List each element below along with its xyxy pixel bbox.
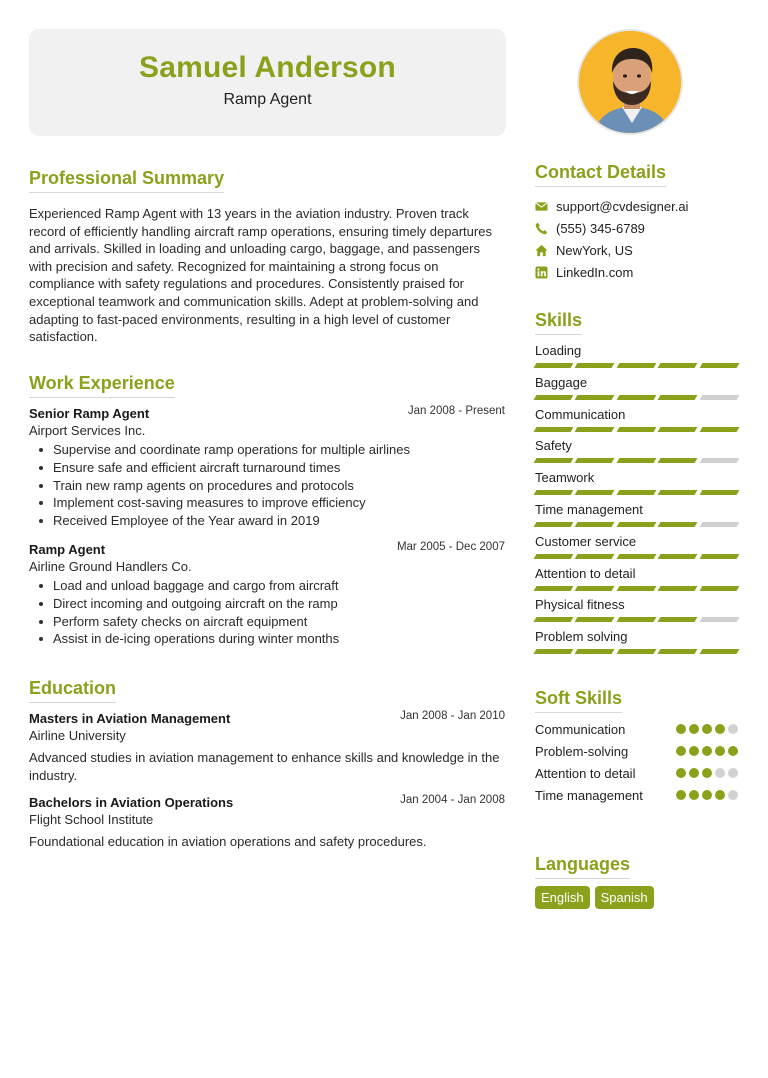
- education-entry: [29, 794, 505, 851]
- skill-level-segment: [575, 395, 615, 400]
- rating-dot: [676, 790, 686, 800]
- skill-level-segment: [699, 395, 739, 400]
- skill-level-segment: [575, 554, 615, 559]
- skill-level-segment: [658, 554, 698, 559]
- skill-level-segment: [575, 522, 615, 527]
- skill-label: Communication: [535, 406, 626, 422]
- list-item: Direct incoming and outgoing aircraft on the ramp: [29, 595, 505, 613]
- language-badge: English: [535, 886, 590, 909]
- skill-level-segment: [699, 554, 739, 559]
- skill-item: [535, 470, 738, 495]
- job-entry: [29, 541, 505, 648]
- candidate-name: Samuel Anderson: [139, 51, 396, 84]
- skill-item: [535, 597, 738, 622]
- skill-label: Customer service: [535, 533, 637, 549]
- experience-heading: Work Experience: [29, 373, 175, 398]
- soft-skill-label: Time management: [535, 788, 643, 803]
- education-school: Flight School Institute: [29, 812, 154, 827]
- skill-level-segment: [616, 363, 656, 368]
- list-item: Assist in de-icing operations during winter months: [29, 630, 505, 648]
- avatar: [577, 29, 683, 135]
- skill-level-segment: [616, 617, 656, 622]
- job-title: Ramp Agent: [223, 91, 312, 108]
- profile-photo: [579, 31, 683, 135]
- skill-level-segment: [616, 490, 656, 495]
- job-entry-bullets: [29, 441, 505, 530]
- header-card: [29, 29, 506, 136]
- skill-level-segment: [699, 490, 739, 495]
- soft-skill-rating: [676, 768, 738, 778]
- rating-dot: [715, 790, 725, 800]
- skill-level-segment: [534, 458, 574, 463]
- skill-level-segment: [534, 554, 574, 559]
- education-entry: [29, 710, 505, 784]
- skill-label: Attention to detail: [535, 565, 636, 581]
- skill-item: [535, 502, 738, 527]
- skill-level-bar: [535, 490, 738, 495]
- rating-dot: [715, 724, 725, 734]
- skill-level-bar: [535, 649, 738, 654]
- list-item: Train new ramp agents on procedures and protocols: [29, 477, 505, 495]
- contact-location-text: NewYork, US: [556, 243, 633, 258]
- skill-level-segment: [658, 363, 698, 368]
- rating-dot: [728, 746, 738, 756]
- education-dates: Jan 2004 - Jan 2008: [400, 794, 505, 806]
- skill-label: Teamwork: [535, 470, 595, 486]
- envelope-icon: [535, 200, 548, 213]
- rating-dot: [702, 724, 712, 734]
- skill-level-segment: [534, 649, 574, 654]
- skill-level-segment: [699, 522, 739, 527]
- skill-level-segment: [616, 649, 656, 654]
- skill-label: Loading: [535, 343, 582, 358]
- education-school: Airline University: [29, 728, 126, 743]
- skill-level-bar: [535, 617, 738, 622]
- soft-skill-item: [535, 743, 738, 765]
- skill-level-segment: [575, 586, 615, 591]
- list-item: Received Employee of the Year award in 2019: [29, 512, 505, 530]
- skill-level-segment: [534, 490, 574, 495]
- job-entry-dates: Mar 2005 - Dec 2007: [396, 541, 505, 553]
- soft-skills-heading: Soft Skills: [535, 688, 622, 713]
- job-entry-company: Airline Ground Handlers Co.: [29, 559, 192, 574]
- linkedin-icon: [535, 266, 548, 279]
- rating-dot: [702, 768, 712, 778]
- skill-level-segment: [658, 490, 698, 495]
- skill-level-segment: [616, 586, 656, 591]
- soft-skill-rating: [676, 790, 738, 800]
- soft-skill-item: [535, 721, 738, 743]
- skill-level-segment: [699, 458, 739, 463]
- skill-item: [535, 566, 738, 591]
- languages-heading: Languages: [535, 854, 630, 879]
- skill-level-segment: [534, 363, 574, 368]
- phone-icon: [535, 222, 548, 235]
- rating-dot: [676, 724, 686, 734]
- skill-level-segment: [658, 617, 698, 622]
- job-entry-dates: Jan 2008 - Present: [407, 405, 505, 417]
- skill-item: [535, 343, 738, 368]
- rating-dot: [728, 724, 738, 734]
- soft-skill-rating: [676, 724, 738, 734]
- education-heading: Education: [29, 678, 116, 703]
- summary-heading: Professional Summary: [29, 168, 224, 193]
- skill-level-segment: [616, 554, 656, 559]
- job-entry-title: Senior Ramp Agent: [29, 406, 150, 421]
- summary-text: Experienced Ramp Agent with 13 years in the aviation industry. Proven track record of efficiently handling aircraft ramp operations, ensuring timely departures and arrivals. Skilled in loading and unloading cargo, baggage, and passengers with precision and safety. Recognized for maintaining a strong focus on compliance with safety regulations and procedures. Consistently praised for exceptional teamwork and communication skills. Adept at problem-solving and adapting to fast-paced environments, resulting in a high level of customer satisfaction.: [29, 206, 492, 345]
- job-entry-title: Ramp Agent: [29, 542, 106, 557]
- contact-email-text: support@cvdesigner.ai: [556, 199, 689, 214]
- contact-phone-text: (555) 345-6789: [556, 221, 645, 236]
- contact-email[interactable]: [535, 199, 735, 221]
- skill-level-segment: [534, 395, 574, 400]
- skill-label: Baggage: [535, 374, 588, 390]
- skill-level-segment: [658, 458, 698, 463]
- skill-level-bar: [535, 427, 738, 432]
- home-icon: [535, 244, 548, 257]
- rating-dot: [702, 790, 712, 800]
- rating-dot: [715, 768, 725, 778]
- job-entry: [29, 405, 505, 530]
- rating-dot: [689, 768, 699, 778]
- contact-list: [535, 199, 735, 287]
- skill-level-segment: [616, 395, 656, 400]
- skill-level-segment: [534, 427, 574, 432]
- skill-level-segment: [699, 363, 739, 368]
- rating-dot: [702, 746, 712, 756]
- contact-linkedin-text: LinkedIn.com: [556, 265, 634, 280]
- skill-level-segment: [575, 363, 615, 368]
- rating-dot: [689, 790, 699, 800]
- skill-level-segment: [575, 427, 615, 432]
- education-degree: Bachelors in Aviation Operations: [29, 795, 234, 810]
- skills-heading: Skills: [535, 310, 582, 335]
- skill-level-segment: [658, 586, 698, 591]
- list-item: Load and unload baggage and cargo from aircraft: [29, 577, 505, 595]
- rating-dot: [689, 746, 699, 756]
- skill-level-segment: [575, 617, 615, 622]
- skill-level-bar: [535, 522, 738, 527]
- list-item: Implement cost-saving measures to improve efficiency: [29, 494, 505, 512]
- skill-level-segment: [658, 395, 698, 400]
- skill-level-segment: [575, 490, 615, 495]
- soft-skill-label: Problem-solving: [535, 744, 629, 759]
- skill-level-segment: [658, 427, 698, 432]
- job-entry-bullets: [29, 577, 505, 648]
- skill-level-segment: [534, 617, 574, 622]
- rating-dot: [715, 746, 725, 756]
- contact-location: [535, 243, 735, 265]
- soft-skill-item: [535, 787, 738, 809]
- skill-label: Safety: [535, 438, 572, 454]
- education-dates: Jan 2008 - Jan 2010: [400, 710, 505, 722]
- skill-level-segment: [534, 586, 574, 591]
- list-item: Ensure safe and efficient aircraft turnaround times: [29, 459, 505, 477]
- language-badge: Spanish: [595, 886, 654, 909]
- skill-level-bar: [535, 395, 738, 400]
- skill-item: [535, 438, 738, 463]
- rating-dot: [728, 768, 738, 778]
- skill-item: [535, 629, 738, 654]
- list-item: Perform safety checks on aircraft equipment: [29, 613, 505, 631]
- skill-level-bar: [535, 363, 738, 368]
- rating-dot: [676, 746, 686, 756]
- skill-label: Physical fitness: [535, 597, 625, 613]
- skill-level-segment: [616, 458, 656, 463]
- skill-level-segment: [616, 522, 656, 527]
- contact-phone[interactable]: [535, 221, 735, 243]
- education-degree: Masters in Aviation Management: [29, 711, 231, 726]
- soft-skill-label: Communication: [535, 722, 626, 737]
- soft-skill-rating: [676, 746, 738, 756]
- skill-level-segment: [699, 617, 739, 622]
- skill-item: [535, 534, 738, 559]
- skill-level-segment: [658, 522, 698, 527]
- skill-item: [535, 375, 738, 400]
- skill-label: Problem solving: [535, 629, 628, 645]
- soft-skill-label: Attention to detail: [535, 766, 636, 781]
- skill-level-bar: [535, 586, 738, 591]
- rating-dot: [728, 790, 738, 800]
- skill-level-bar: [535, 458, 738, 463]
- education-description: Foundational education in aviation operations and safety procedures.: [29, 834, 427, 849]
- skill-level-segment: [699, 649, 739, 654]
- job-entry-company: Airport Services Inc.: [29, 423, 146, 438]
- rating-dot: [689, 724, 699, 734]
- skill-level-segment: [534, 522, 574, 527]
- skill-label: Time management: [535, 502, 643, 517]
- skill-level-segment: [575, 458, 615, 463]
- rating-dot: [676, 768, 686, 778]
- skill-level-segment: [616, 427, 656, 432]
- skill-level-segment: [658, 649, 698, 654]
- skill-level-segment: [699, 586, 739, 591]
- education-description: Advanced studies in aviation management to enhance skills and knowledge in the industry.: [29, 750, 500, 783]
- skill-level-segment: [699, 427, 739, 432]
- languages-list: [535, 886, 654, 909]
- soft-skill-item: [535, 765, 738, 787]
- contact-heading: Contact Details: [535, 162, 666, 187]
- skill-level-segment: [575, 649, 615, 654]
- contact-linkedin[interactable]: [535, 265, 735, 287]
- skill-item: [535, 407, 738, 432]
- skill-level-bar: [535, 554, 738, 559]
- list-item: Supervise and coordinate ramp operations for multiple airlines: [29, 441, 505, 459]
